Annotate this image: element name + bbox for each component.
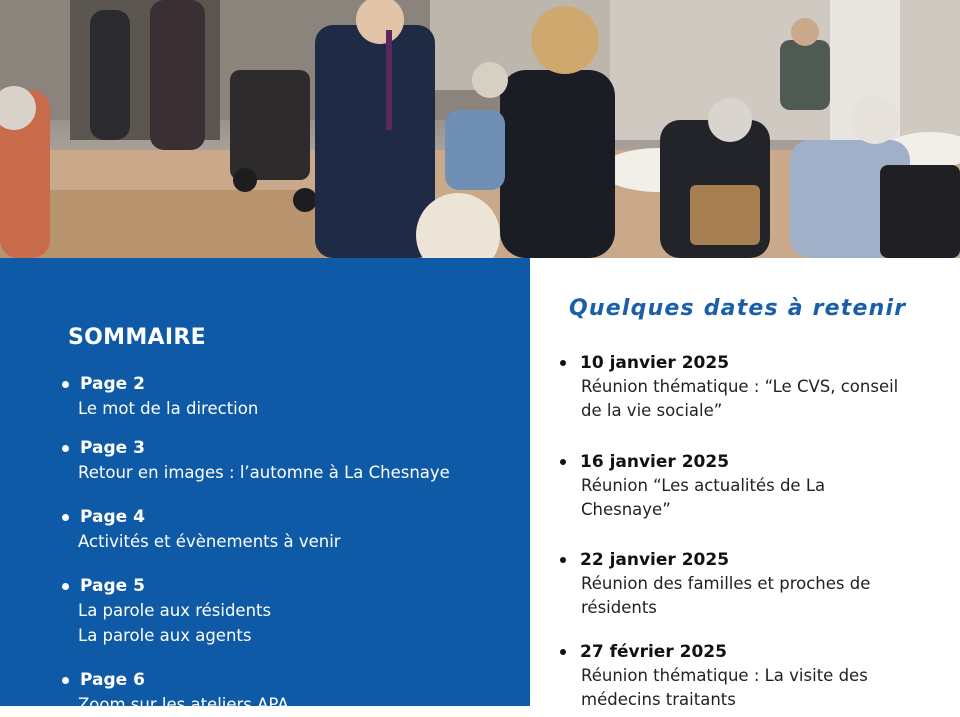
bullet-icon: [62, 677, 69, 684]
toc-item-page-2[interactable]: [62, 372, 258, 421]
date-description: de la vie sociale”: [581, 401, 723, 420]
toc-page-label: Page 4: [80, 507, 145, 527]
date-label: 22 janvier 2025: [580, 550, 730, 570]
bullet-icon: [62, 445, 69, 452]
bullet-icon: [560, 649, 566, 655]
date-description: Réunion thématique : La visite des: [581, 666, 868, 685]
bullet-icon: [62, 381, 69, 388]
toc-item-description: Zoom sur les ateliers APA: [78, 695, 289, 714]
date-description: Chesnaye”: [581, 500, 671, 519]
sommaire-title: SOMMAIRE: [68, 325, 206, 350]
toc-item-description: La parole aux résidents: [78, 601, 272, 620]
toc-page-label: Page 6: [80, 670, 145, 690]
toc-item-page-6[interactable]: [62, 668, 289, 717]
toc-item-page-4[interactable]: [62, 505, 341, 554]
toc-item-page-3[interactable]: [62, 436, 450, 485]
date-description: Réunion “Les actualités de La: [581, 476, 826, 495]
date-item: [560, 640, 868, 712]
toc-item-description: Retour en images : l’automne à La Chesnaye: [78, 463, 450, 482]
bullet-icon: [62, 583, 69, 590]
date-label: 16 janvier 2025: [580, 452, 730, 472]
date-item: [560, 548, 870, 620]
toc-page-label: Page 2: [80, 374, 145, 394]
date-description: Réunion des familles et proches de: [581, 574, 871, 593]
date-item: [560, 351, 898, 423]
dates-panel: [530, 258, 960, 709]
toc-item-description: Le mot de la direction: [78, 399, 259, 418]
date-description: Réunion thématique : “Le CVS, conseil: [581, 377, 899, 396]
date-label: 10 janvier 2025: [580, 353, 730, 373]
bullet-icon: [62, 514, 69, 521]
date-label: 27 février 2025: [580, 642, 727, 662]
toc-item-description: Activités et évènements à venir: [78, 532, 341, 551]
toc-page-label: Page 3: [80, 438, 145, 458]
sommaire-panel: [0, 258, 530, 714]
toc-item-page-5[interactable]: [62, 574, 271, 648]
event-photo: [0, 0, 960, 258]
bullet-icon: [560, 360, 566, 366]
toc-item-description: La parole aux agents: [78, 626, 252, 645]
date-item: [560, 450, 825, 522]
bullet-icon: [560, 557, 566, 563]
toc-page-label: Page 5: [80, 576, 145, 596]
event-photo-illustration: [0, 0, 960, 258]
date-description: médecins traitants: [581, 690, 736, 709]
date-description: résidents: [581, 598, 657, 617]
dates-title: Quelques dates à retenir: [569, 296, 907, 321]
bullet-icon: [560, 459, 566, 465]
